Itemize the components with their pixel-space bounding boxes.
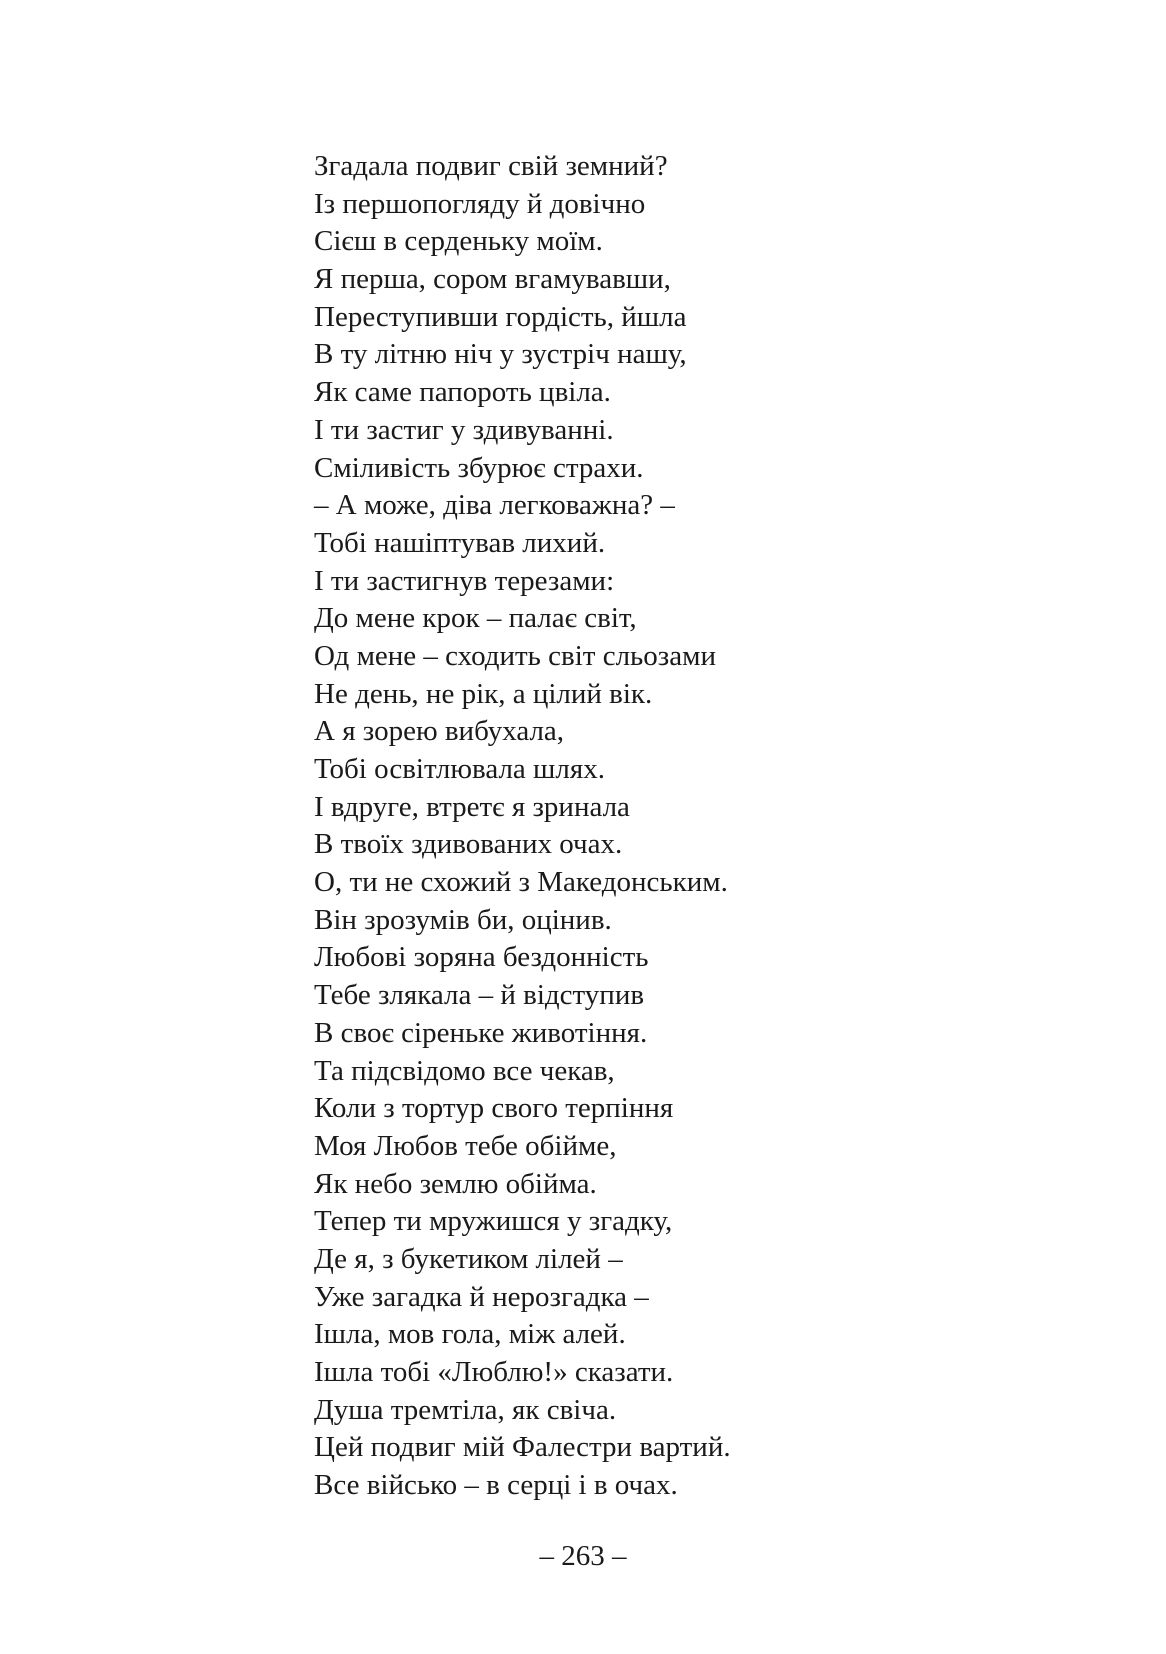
- poem-line: Душа тремтіла, як свіча.: [314, 1393, 617, 1426]
- poem-line: Коли з тортур свого терпіння: [314, 1092, 674, 1125]
- poem-line: І ти застиг у здивуванні.: [314, 413, 614, 446]
- poem-line: О, ти не схожий з Македонським.: [314, 866, 728, 899]
- poem-line: Моя Любов тебе обійме,: [314, 1129, 617, 1162]
- poem-line: Од мене – сходить світ сльозами: [314, 639, 716, 672]
- page-number: – 263 –: [539, 1540, 627, 1572]
- poem-line: І вдруге, втретє я зринала: [314, 790, 630, 823]
- poem-line: Переступивши гордість, йшла: [314, 300, 687, 333]
- poem-line: Все військо – в серці і в очах.: [314, 1469, 678, 1502]
- poem-line: В ту літню ніч у зустріч нашу,: [314, 338, 687, 371]
- poem-line: До мене крок – палає світ,: [314, 602, 637, 635]
- poem-line: Любові зоряна бездонність: [314, 941, 649, 974]
- poem-line: А я зорею вибухала,: [314, 715, 565, 748]
- poem-line: Із першопогляду й довічно: [314, 187, 646, 220]
- poem-line: Ішла тобі «Люблю!» сказати.: [314, 1356, 674, 1388]
- poem-text: [314, 148, 731, 1505]
- poem-line: Тобі нашіптував лихий.: [314, 526, 606, 559]
- poem-line: Я перша, сором вгамувавши,: [314, 263, 671, 296]
- poem-line: Цей подвиг мій Фалестри вартий.: [314, 1431, 731, 1464]
- poem-line: Ішла, мов гола, між алей.: [314, 1318, 626, 1351]
- poem-line: Уже загадка й нерозгадка –: [314, 1280, 649, 1313]
- poem-line: І ти застигнув терезами:: [314, 564, 615, 597]
- poem-line: Та підсвідомо все чекав,: [314, 1054, 615, 1087]
- poem-line: – А може, діва легковажна? –: [314, 489, 675, 522]
- poem-line: Тобі освітлювала шлях.: [314, 753, 605, 785]
- poem-line: Тепер ти мружишся у згадку,: [314, 1205, 673, 1238]
- poem-line: Сміливість збурює страхи.: [314, 451, 644, 484]
- poem-line: В своє сіреньке животіння.: [314, 1016, 648, 1049]
- poem-line: Як саме папороть цвіла.: [314, 376, 611, 409]
- poem-line: Не день, не рік, а цілий вік.: [314, 677, 653, 710]
- poem-line: Згадала подвиг свій земний?: [314, 150, 668, 182]
- poem-line: Тебе злякала – й відступив: [314, 979, 645, 1012]
- poem-line: Сієш в серденьку моїм.: [314, 225, 603, 258]
- poem-line: Він зрозумів би, оцінив.: [314, 903, 612, 936]
- poem-line: Де я, з букетиком лілей –: [314, 1242, 623, 1275]
- poem-line: Як небо землю обійма.: [314, 1167, 597, 1200]
- poem-line: В твоїх здивованих очах.: [314, 828, 623, 861]
